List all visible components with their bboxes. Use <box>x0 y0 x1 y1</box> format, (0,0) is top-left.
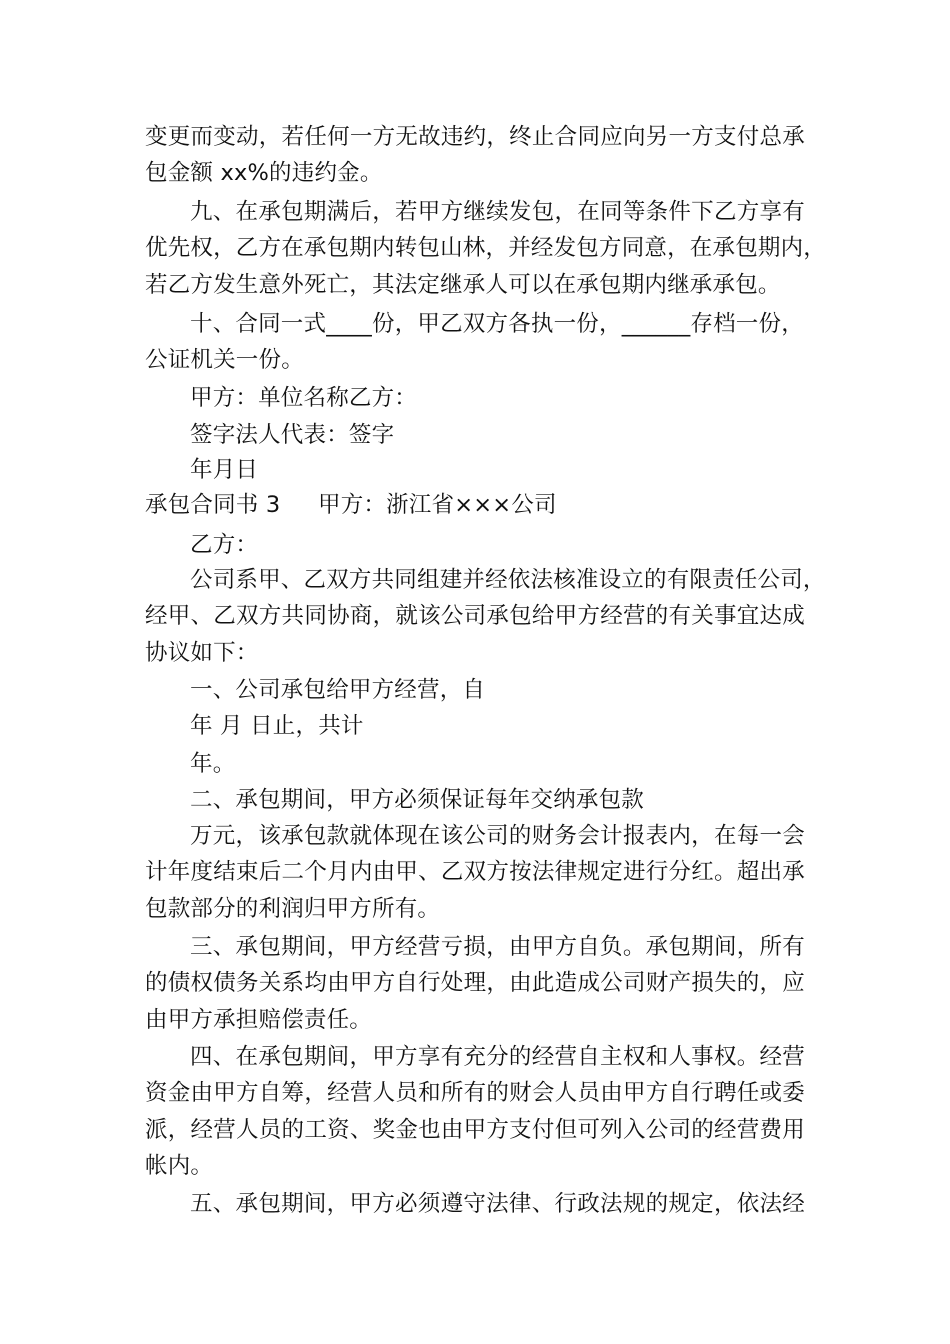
text-line: 乙方： <box>190 532 259 558</box>
text-line: 公司系甲、乙双方共同组建并经依法核准设立的有限责任公司， <box>190 567 826 593</box>
text-line: 五、承包期间，甲方必须遵守法律、行政法规的规定，依法经 <box>190 1191 805 1217</box>
text-line: 资金由甲方自筹，经营人员和所有的财会人员由甲方自行聘任或委 <box>145 1080 805 1106</box>
text-line: 公证机关一份。 <box>145 347 304 373</box>
text-line: 若乙方发生意外死亡，其法定继承人可以在承包期内继承承包。 <box>145 272 781 298</box>
section-heading: 承包合同书 3 <box>145 492 281 518</box>
text-line: 万元，该承包款就体现在该公司的财务会计报表内，在每一会 <box>190 823 805 849</box>
text-line: 甲方：单位名称乙方： <box>190 385 418 411</box>
text-line: 由甲方承担赔偿责任。 <box>145 1007 373 1033</box>
text-line: 包款部分的利润归甲方所有。 <box>145 896 441 922</box>
text-line: 签字法人代表：签字 <box>190 422 395 448</box>
text-line: 优先权，乙方在承包期内转包山林，并经发包方同意，在承包期内， <box>145 235 827 261</box>
text-line: 计年度结束后二个月内由甲、乙双方按法律规定进行分红。超出承 <box>145 859 805 885</box>
text-line: 年 月 日止，共计 <box>190 713 364 739</box>
text-line: 帐内。 <box>145 1153 214 1179</box>
text-line: 包金额 xx%的违约金。 <box>145 160 383 186</box>
text-line: 十、合同一式____份，甲乙双方各执一份，______存档一份， <box>190 311 804 337</box>
text-line: 四、在承包期间，甲方享有充分的经营自主权和人事权。经营 <box>190 1044 805 1070</box>
text-line: 三、承包期间，甲方经营亏损，由甲方自负。承包期间，所有 <box>190 934 805 960</box>
text-line: 经甲、乙双方共同协商，就该公司承包给甲方经营的有关事宜达成 <box>145 603 805 629</box>
text-line: 派，经营人员的工资、奖金也由甲方支付但可列入公司的经营费用 <box>145 1117 805 1143</box>
text-line: 甲方：浙江省×××公司 <box>318 492 557 518</box>
text-line: 协议如下： <box>145 640 259 666</box>
text-line: 的债权债务关系均由甲方自行处理，由此造成公司财产损失的，应 <box>145 970 805 996</box>
text-line: 九、在承包期满后，若甲方继续发包，在同等条件下乙方享有 <box>190 199 805 225</box>
text-line: 年月日 <box>190 457 259 483</box>
text-line: 年。 <box>190 751 236 777</box>
text-line: 二、承包期间，甲方必须保证每年交纳承包款 <box>190 787 645 813</box>
text-line: 一、公司承包给甲方经营，自 <box>190 677 486 703</box>
text-line: 变更而变动，若任何一方无故违约，终止合同应向另一方支付总承 <box>145 124 805 150</box>
